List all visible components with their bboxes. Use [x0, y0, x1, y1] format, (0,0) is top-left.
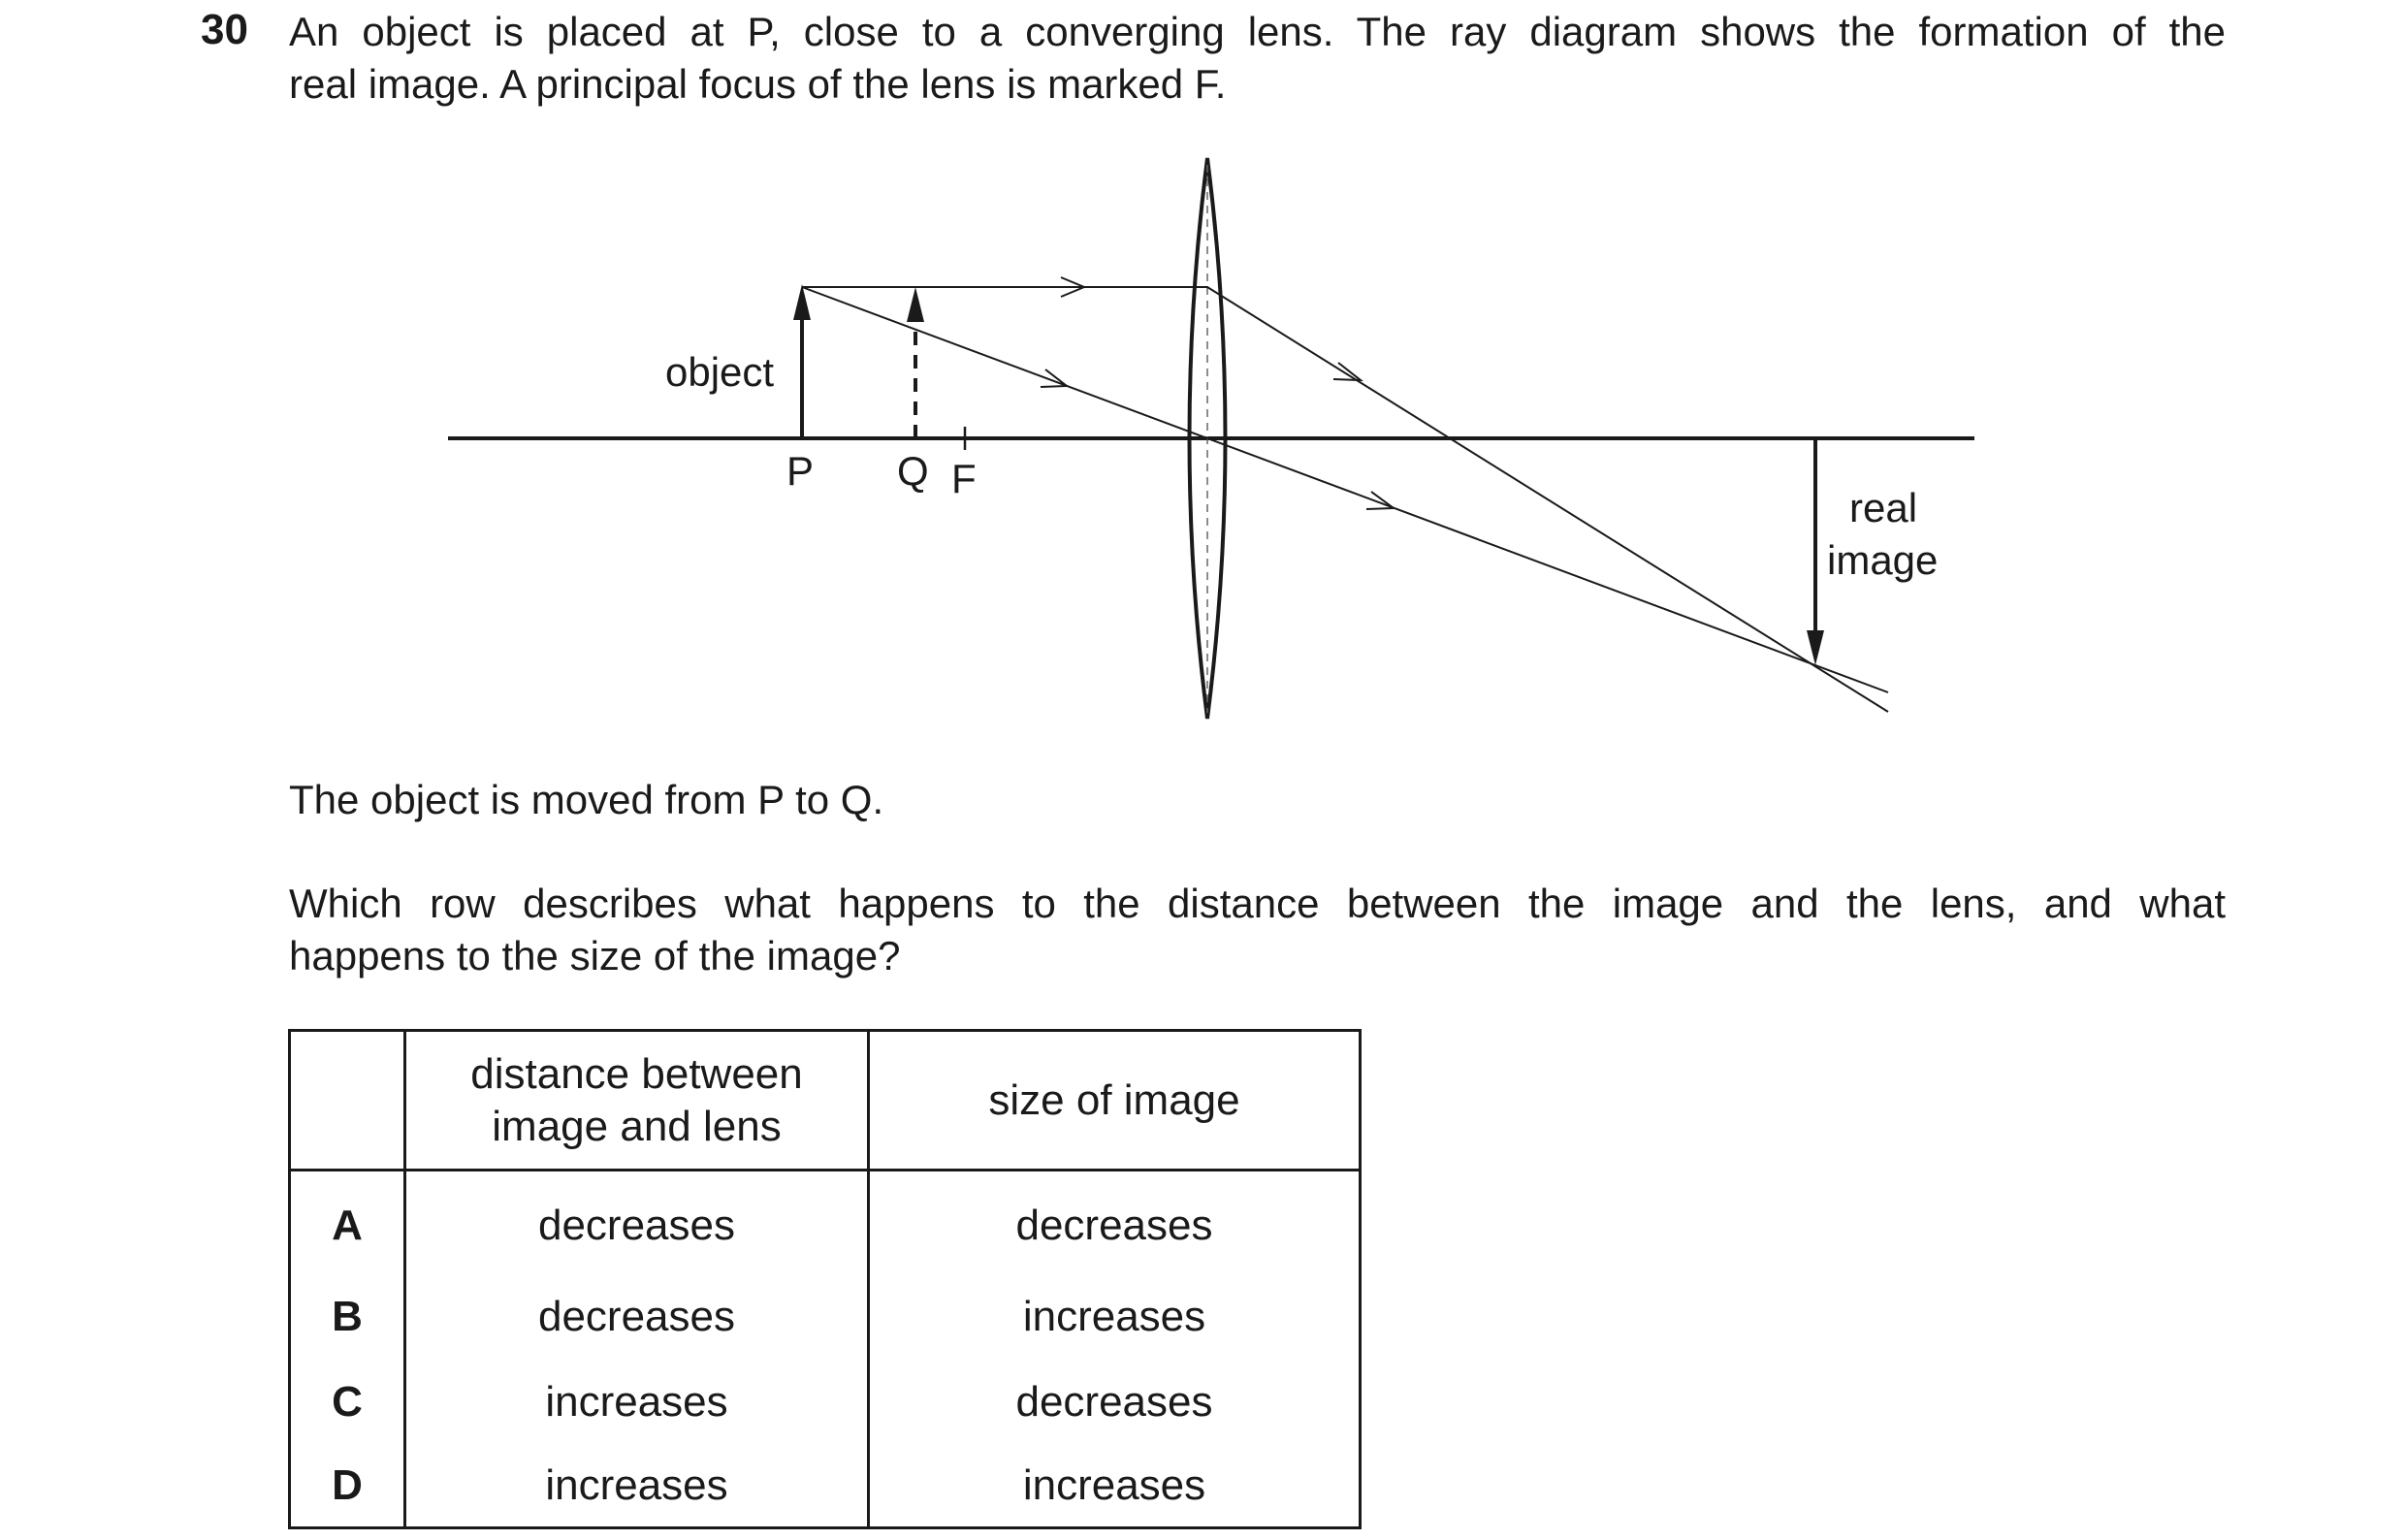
prompt-line: Which row describes what happens to the distance between the image and the lens, and what [289, 881, 2226, 926]
header-distance-line: distance between [470, 1049, 803, 1098]
option-key: C [290, 1360, 405, 1445]
question-prompt [289, 878, 2226, 982]
question-number: 30 [201, 6, 248, 53]
stem-line: An object is placed at P, close to a converging lens. The ray diagram shows the formation of the [289, 9, 2226, 54]
ray-arrow [1333, 363, 1361, 380]
option-size: increases [869, 1445, 1361, 1528]
option-key: D [290, 1445, 405, 1528]
table-row[interactable] [290, 1360, 1361, 1445]
answer-table [288, 1029, 1362, 1529]
table-header-row [290, 1031, 1361, 1171]
table-row[interactable] [290, 1445, 1361, 1528]
moved-line: The object is moved from P to Q. [289, 777, 884, 822]
option-size: increases [869, 1274, 1361, 1360]
option-distance: increases [405, 1445, 869, 1528]
label-q: Q [897, 448, 929, 494]
option-key: A [290, 1171, 405, 1275]
header-blank-cell [290, 1031, 405, 1171]
option-distance: increases [405, 1360, 869, 1445]
label-real: real [1849, 485, 1918, 530]
statement-moved [289, 774, 2226, 826]
label-p: P [786, 448, 815, 494]
header-distance [405, 1031, 869, 1171]
header-distance-line: image and lens [492, 1102, 782, 1150]
label-image: image [1827, 537, 1939, 583]
option-distance: decreases [405, 1274, 869, 1360]
table-row[interactable] [290, 1171, 1361, 1275]
option-size: decreases [869, 1360, 1361, 1445]
q-arrowhead [907, 287, 924, 322]
header-size: size of image [869, 1031, 1361, 1171]
option-size: decreases [869, 1171, 1361, 1275]
option-key: B [290, 1274, 405, 1360]
stem-line: real image. A principal focus of the lens is marked F. [289, 61, 1227, 107]
label-object: object [665, 349, 775, 395]
label-f: F [951, 456, 977, 501]
option-distance: decreases [405, 1171, 869, 1275]
prompt-line: happens to the size of the image? [289, 933, 901, 979]
table-row[interactable] [290, 1274, 1361, 1360]
image-arrowhead [1807, 630, 1824, 665]
